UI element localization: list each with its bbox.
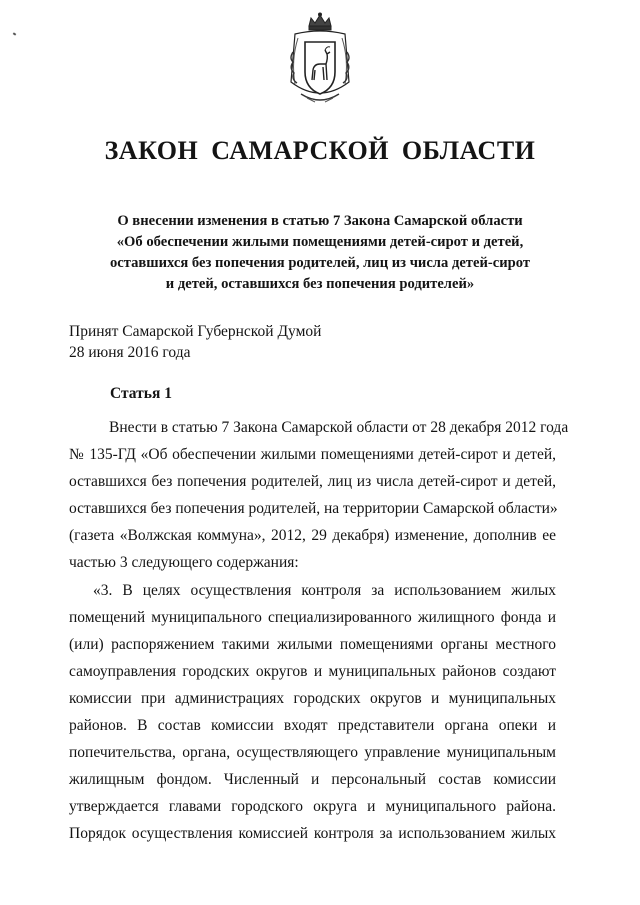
article-title: Статья 1 bbox=[110, 385, 172, 402]
adopted-by: Принят Самарской Губернской Думой bbox=[69, 323, 322, 340]
coat-of-arms-icon bbox=[287, 12, 353, 108]
article-body bbox=[69, 414, 569, 847]
paragraph-line: попечительства, органа, осуществляющего управление муниципальным bbox=[69, 744, 556, 761]
paragraph-line: Порядок осуществления комиссией контроля за использованием жилых bbox=[69, 825, 556, 842]
paragraph-line: № 135-ГД «Об обеспечении жилыми помещениями детей-сирот и детей, bbox=[69, 446, 556, 463]
law-title: ЗАКОН САМАРСКОЙ ОБЛАСТИ bbox=[104, 136, 536, 165]
paragraph-line: «3. В целях осуществления контроля за использованием жилых bbox=[93, 582, 556, 599]
subtitle-line: и детей, оставшихся без попечения родителей» bbox=[165, 276, 475, 292]
paragraph-line: оставшихся без попечения родителей, лиц из числа детей-сирот и детей, bbox=[69, 473, 556, 490]
paragraph-line: Внести в статью 7 Закона Самарской области от 28 декабря 2012 года bbox=[109, 419, 569, 436]
paragraph-line: (или) распоряжением такими жилыми помещениями органы местного bbox=[69, 636, 556, 653]
paragraph-line: помещений муниципального специализированного жилищного фонда и bbox=[69, 609, 556, 626]
adoption-info bbox=[69, 321, 321, 363]
law-subtitle bbox=[70, 211, 570, 295]
paragraph-line: (газета «Волжская коммуна», 2012, 29 декабря) изменение, дополнив ее bbox=[69, 527, 556, 544]
subtitle-line: О внесении изменения в статью 7 Закона Самарской области bbox=[117, 213, 523, 229]
adopted-date: 28 июня 2016 года bbox=[69, 344, 191, 361]
paragraph-line: оставшихся без попечения родителей, на территории Самарской области» bbox=[69, 500, 558, 517]
paragraph-line: самоуправления городских округов и муниципальных районов создают bbox=[69, 663, 556, 680]
paragraph-line: районов. В состав комиссии входят представители органа опеки и bbox=[69, 717, 556, 734]
paragraph-line: комиссии при администрациях городских округов и муниципальных bbox=[69, 690, 556, 707]
paragraph-line: утверждается главами городского округа и муниципального района. bbox=[69, 798, 556, 815]
paragraph-line: жилищным фондом. Численный и персональный состав комиссии bbox=[69, 771, 556, 788]
paragraph-line: частью 3 следующего содержания: bbox=[69, 554, 299, 571]
subtitle-line: оставшихся без попечения родителей, лиц из числа детей-сирот bbox=[110, 255, 530, 271]
subtitle-line: «Об обеспечении жилыми помещениями детей-сирот и детей, bbox=[116, 234, 524, 250]
scan-speck bbox=[13, 32, 17, 35]
